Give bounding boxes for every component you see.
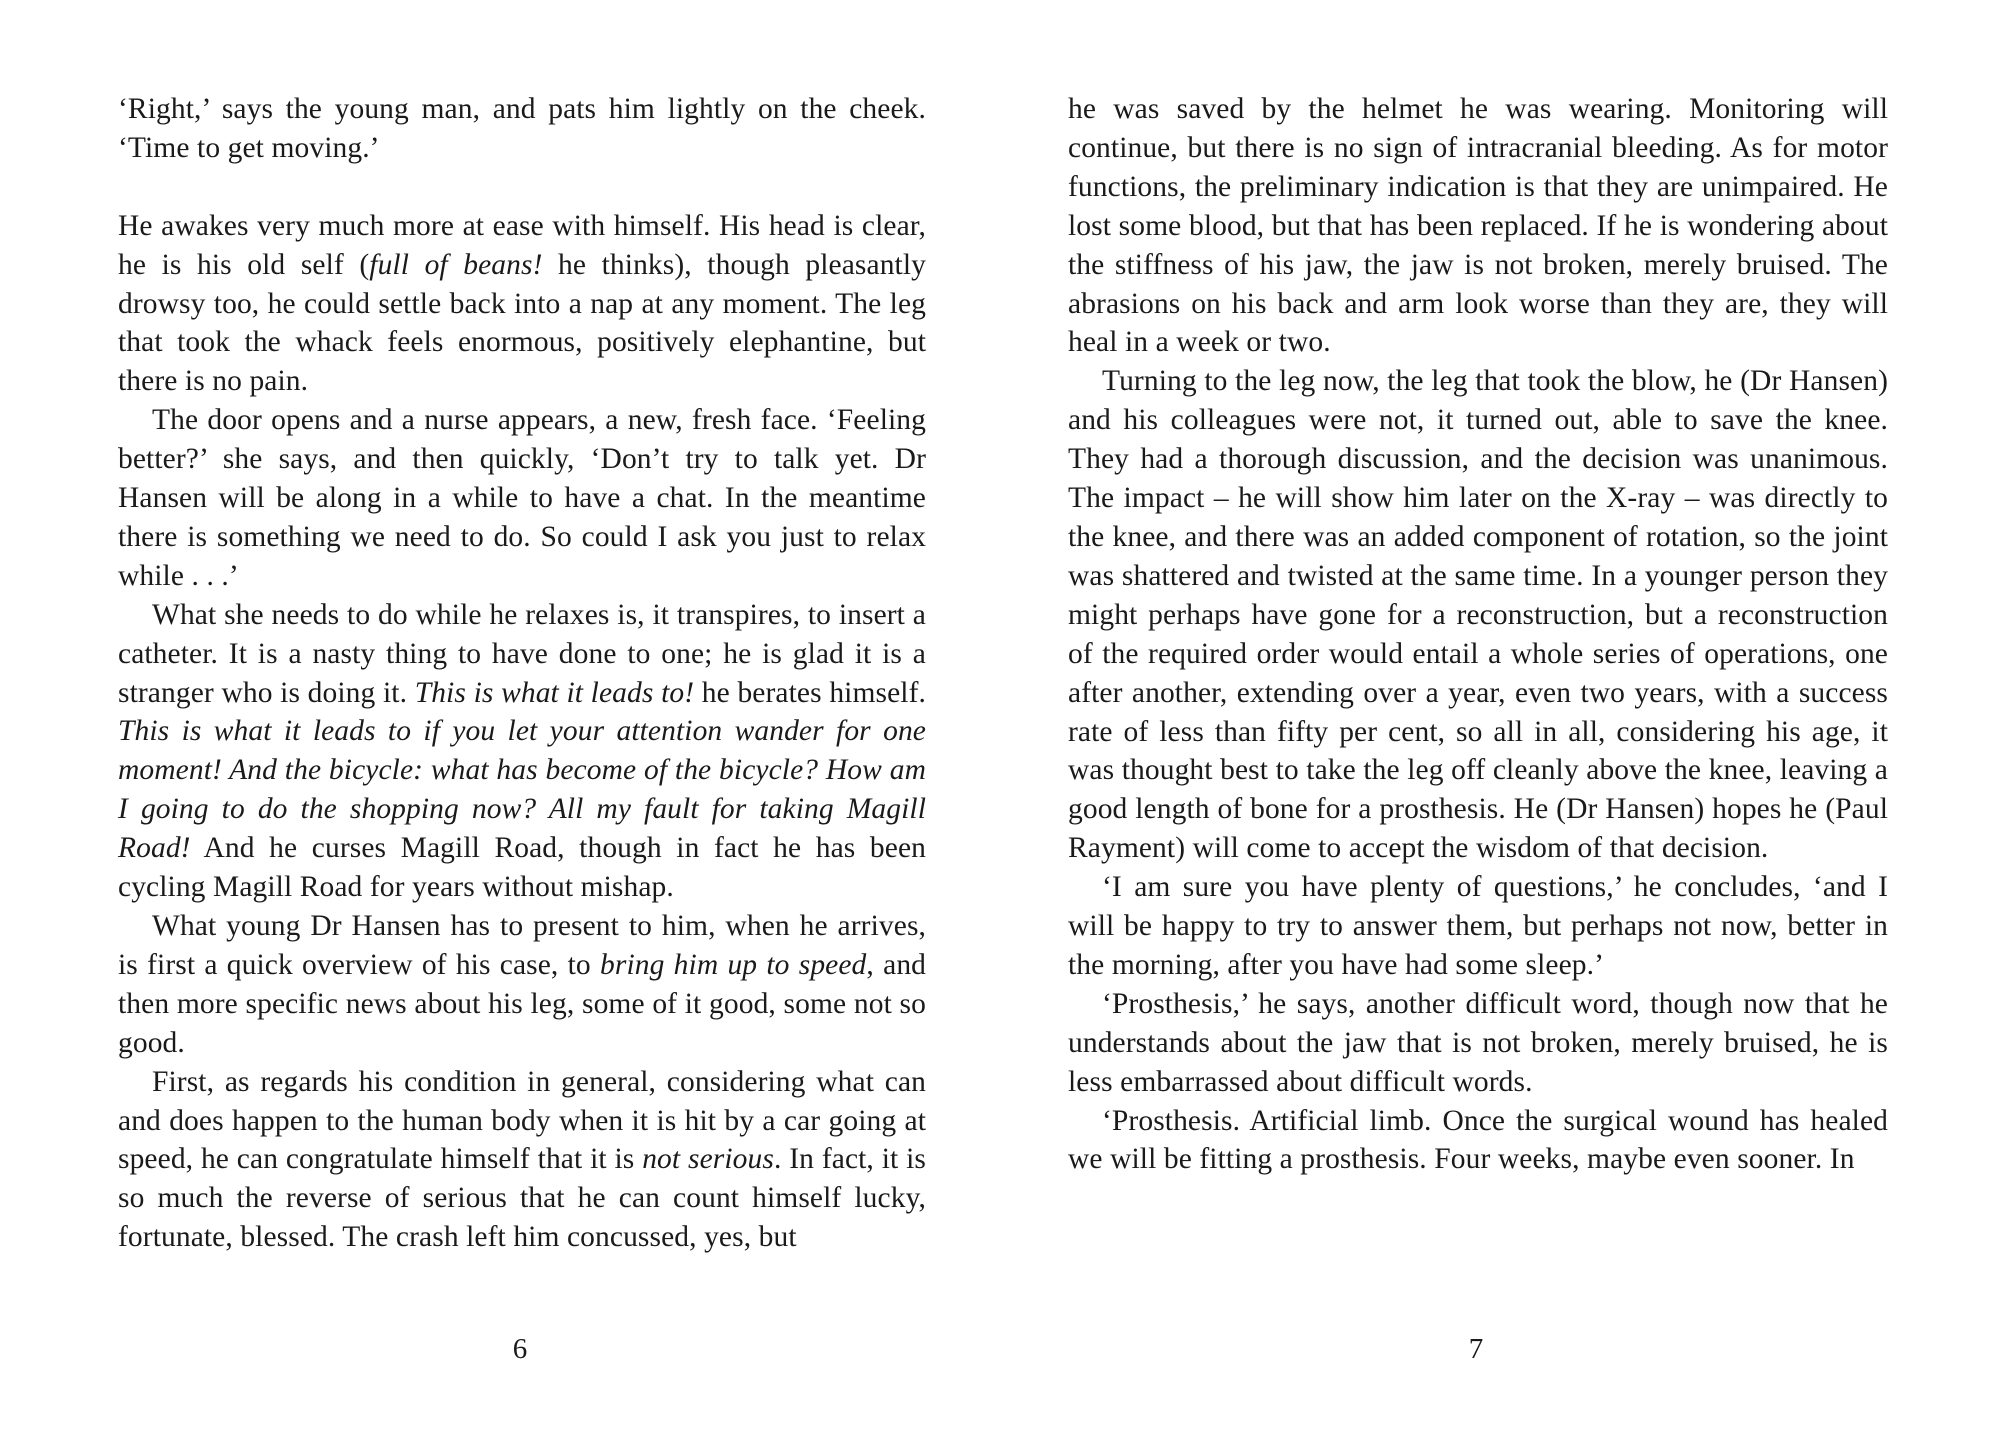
italic-text: This is what it leads to! xyxy=(414,676,695,709)
left-page-text xyxy=(118,90,926,1257)
italic-text: bring him up to speed xyxy=(600,948,867,981)
paragraph xyxy=(1068,90,1888,362)
paragraph xyxy=(118,596,926,907)
paragraph xyxy=(118,1063,926,1258)
italic-text: not serious xyxy=(642,1143,774,1176)
paragraph xyxy=(118,90,926,168)
paragraph xyxy=(1068,1102,1888,1180)
left-page-number: 6 xyxy=(512,1333,528,1365)
text-run: ‘I am sure you have plenty of questions,’ he concludes, ‘and I will be happy to try to answer them, but perhaps not now, better in the morning, after you have had some sleep.’ xyxy=(1068,871,1888,981)
text-run: he was saved by the helmet he was wearing. Monitoring will continue, but there is no sign of intracranial bleeding. As for motor functions, the preliminary indication is that they are unimpaired. He lost some blood, but that has been replaced. If he is wondering about the stiffness of his jaw, the jaw is not broken, merely bruised. The abrasions on his back and arm look worse than they are, they will heal in a week or two. xyxy=(1068,93,1888,359)
paragraph xyxy=(1068,868,1888,985)
right-page-number: 7 xyxy=(1468,1333,1484,1365)
paragraph xyxy=(118,907,926,1063)
text-run: he berates himself. xyxy=(694,676,926,709)
text-run: he thinks), though pleasantly drowsy too, he could settle back into a nap at any moment. The leg that took the whack feels enormous, positively elephantine, but there is no pain. xyxy=(118,248,926,398)
text-run: And he curses Magill Road, though in fact he has been cycling Magill Road for years without mishap. xyxy=(118,832,926,904)
paragraph xyxy=(1068,985,1888,1102)
right-page xyxy=(1000,0,2000,1453)
right-page-text xyxy=(1068,90,1888,1179)
text-run: ‘Right,’ says the young man, and pats him lightly on the cheek. ‘Time to get moving.’ xyxy=(118,93,926,164)
text-run: He awakes very much more at ease with himself. His head is clear, he is his old self ( xyxy=(118,209,926,281)
text-run: The door opens and a nurse appears, a new, fresh face. ‘Feeling better?’ she says, and then quickly, ‘Don’t try to talk yet. Dr Hansen will be along in a while to have a chat. In the meantime there is something we need to do. So could I ask you just to relax while . . .’ xyxy=(118,404,926,592)
paragraph xyxy=(118,401,926,596)
text-run: Turning to the leg now, the leg that took the blow, he (Dr Hansen) and his colleagues were not, it turned out, able to save the knee. They had a thorough discussion, and the decision was unanimous. The impact – he will show him later on the X-ray – was directly to the knee, and there was an added component of rotation, so the joint was shattered and twisted at the same time. In a younger person they might perhaps have gone for a reconstruction, but a reconstruction of the required order would entail a whole series of operations, one after another, extending over a year, even two years, with a success rate of less than fifty per cent, so all in all, considering his age, it was thought best to take the leg off cleanly above the knee, leaving a good length of bone for a prosthesis. He (Dr Hansen) hopes he (Paul Rayment) will come to accept the wisdom of that decision. xyxy=(1068,365,1888,865)
paragraph xyxy=(1068,362,1888,868)
paragraph xyxy=(118,207,926,402)
text-run: What young Dr Hansen has to present to him, when he arrives, is first a quick overview of his case, to xyxy=(118,910,926,981)
text-run: What she needs to do while he relaxes is, it transpires, to insert a catheter. It is a nasty thing to have done to one; he is glad it is a stranger who is doing it. xyxy=(118,598,926,709)
italic-text: full of beans! xyxy=(369,248,543,281)
text-run: ‘Prosthesis. Artificial limb. Once the surgical wound has healed we will be fitting a prosthesis. Four weeks, maybe even sooner. In xyxy=(1068,1104,1888,1176)
text-run: ‘Prosthesis,’ he says, another difficult word, though now that he understands about the jaw that is not broken, merely bruised, he is less embarrassed about difficult words. xyxy=(1068,987,1888,1098)
italic-text: This is what it leads to if you let your attention wander for one moment! And the bicycle: what has become of the bicycle? How am I going to do the shopping now? All my fault for taking Magill Road! xyxy=(118,715,926,865)
text-run: , and then more specific news about his leg, some of it good, some not so good. xyxy=(118,948,927,1059)
text-run: First, as regards his condition in general, considering what can and does happen to the human body when it is hit by a car going at speed, he can congratulate himself that it is xyxy=(118,1065,926,1176)
text-run: . In fact, it is so much the reverse of serious that he can count himself lucky, fortunate, blessed. The crash left him concussed, yes, but xyxy=(118,1143,927,1254)
